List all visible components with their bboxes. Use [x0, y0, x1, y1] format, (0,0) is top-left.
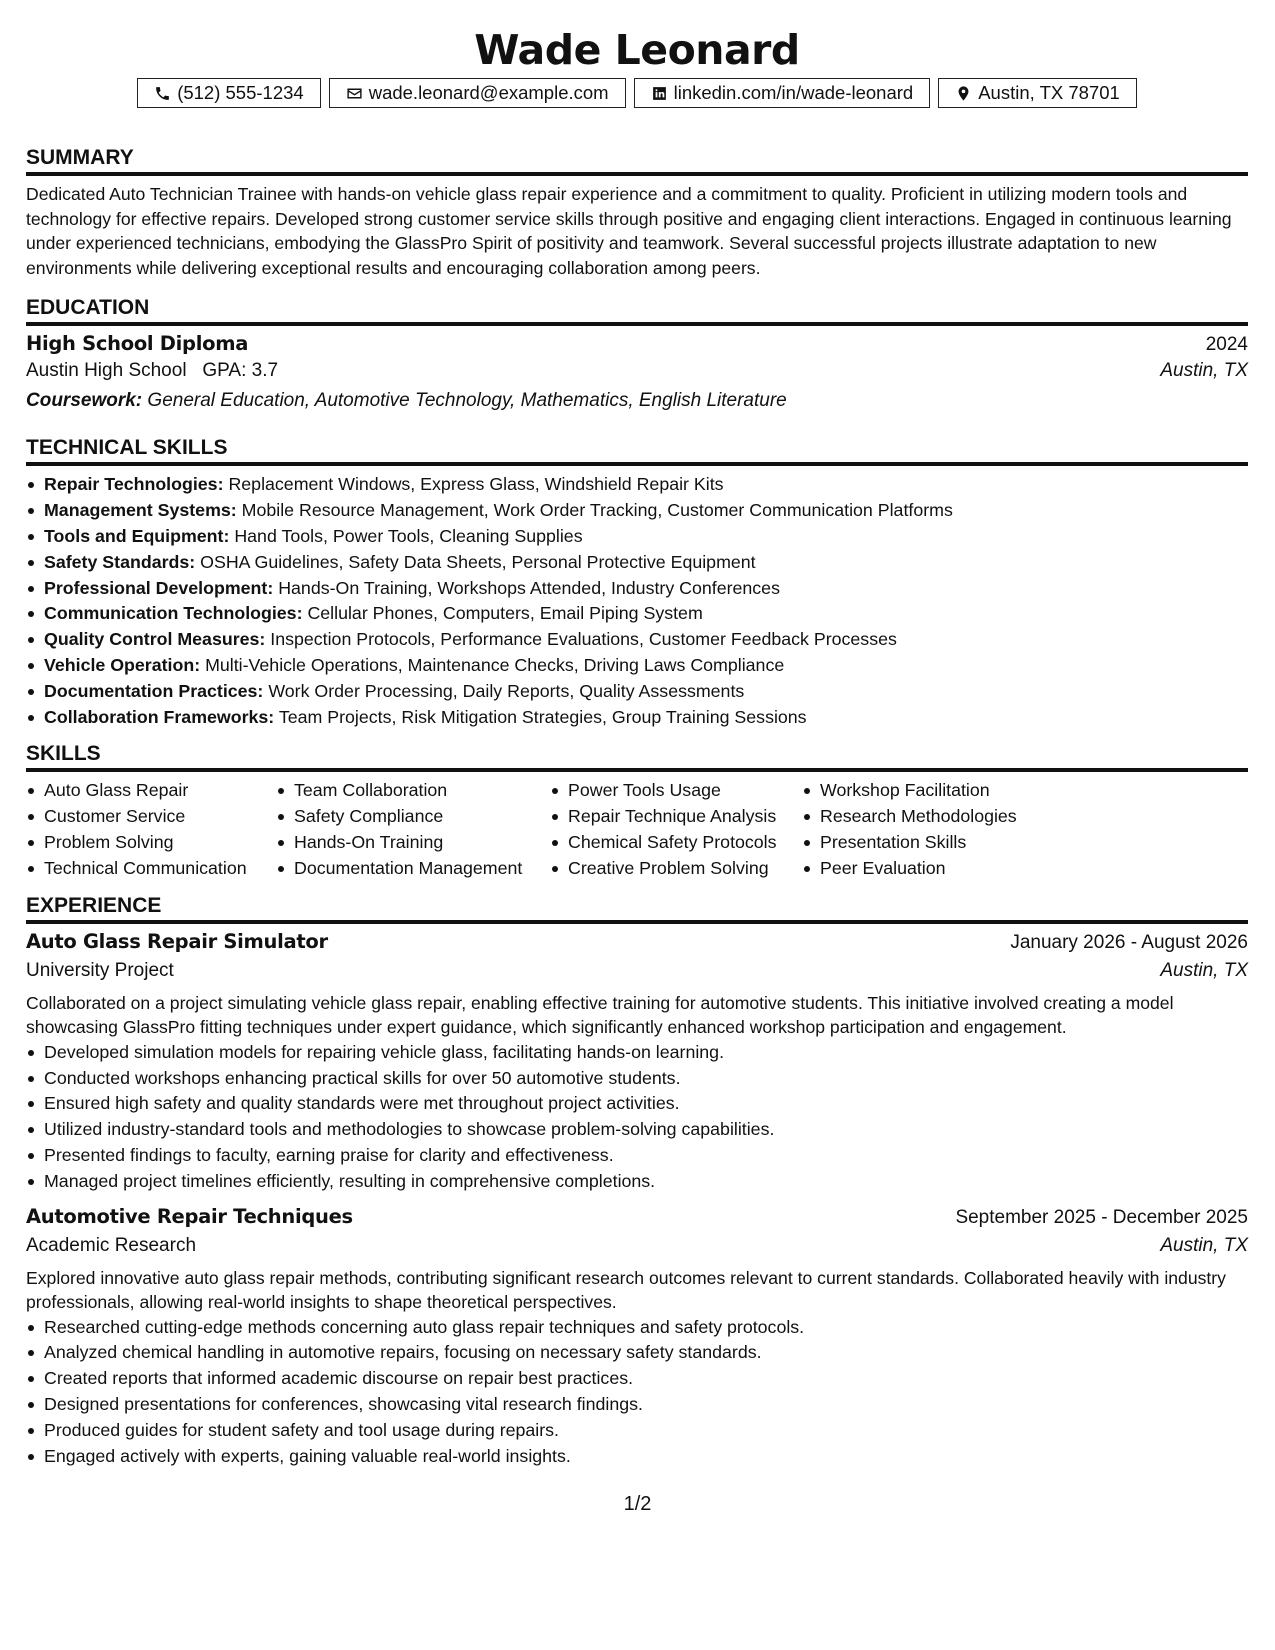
technical-skill-value: Hand Tools, Power Tools, Cleaning Supplies — [234, 525, 583, 546]
coursework-line — [26, 390, 1248, 420]
gpa: GPA: 3.7 — [202, 360, 279, 382]
job-bullet: Researched cutting-edge methods concerning auto glass repair techniques and safety protocols. — [26, 1315, 1248, 1341]
contact-phone-text: (512) 555-1234 — [177, 82, 304, 103]
technical-skills-section — [26, 434, 1248, 730]
contact-location[interactable] — [938, 78, 1137, 108]
contact-email-text: wade.leonard@example.com — [368, 82, 609, 103]
envelope-icon — [346, 85, 363, 102]
resume-page — [26, 0, 1248, 1469]
candidate-name: Wade Leonard — [474, 26, 800, 74]
skill-item: Customer Service — [26, 804, 276, 830]
skill-item: Hands-On Training — [276, 830, 550, 856]
technical-skill-value: Replacement Windows, Express Glass, Windshield Repair Kits — [228, 474, 724, 495]
contact-linkedin[interactable] — [634, 78, 931, 108]
skill-item: Technical Communication — [26, 856, 276, 882]
technical-skill-label: Quality Control Measures: — [44, 629, 266, 650]
coursework-list: General Education, Automotive Technology, Mathematics, English Literature — [147, 390, 787, 412]
technical-skill-label: Professional Development: — [44, 577, 274, 598]
job-bullet: Utilized industry-standard tools and methodologies to showcase problem-solving capabilities. — [26, 1117, 1248, 1143]
section-divider — [26, 172, 1248, 176]
job-bullet: Produced guides for student safety and tool usage during repairs. — [26, 1418, 1248, 1444]
skill-item: Repair Technique Analysis — [550, 804, 802, 830]
education-section — [26, 294, 1248, 420]
contact-location-text: Austin, TX 78701 — [978, 82, 1120, 103]
technical-skill-item — [26, 627, 1248, 653]
technical-skill-value: Cellular Phones, Computers, Email Piping System — [307, 603, 703, 624]
technical-skill-label: Communication Technologies: — [44, 603, 303, 624]
technical-skill-label: Collaboration Frameworks: — [44, 706, 275, 727]
job-bullet: Created reports that informed academic discourse on repair best practices. — [26, 1366, 1248, 1392]
technical-skills-list — [26, 472, 1248, 730]
school-location: Austin, TX — [1160, 360, 1248, 382]
job-organization: Academic Research — [26, 1234, 197, 1256]
contact-email[interactable] — [329, 78, 626, 108]
technical-skill-value: Multi-Vehicle Operations, Maintenance Checks, Driving Laws Compliance — [205, 654, 785, 675]
technical-skill-item — [26, 601, 1248, 627]
technical-skill-value: Hands-On Training, Workshops Attended, Industry Conferences — [278, 577, 780, 598]
technical-skill-label: Tools and Equipment: — [44, 525, 230, 546]
coursework-label: Coursework: — [26, 390, 143, 412]
job-dates: September 2025 - December 2025 — [955, 1206, 1248, 1228]
technical-skill-item — [26, 472, 1248, 498]
skill-item: Chemical Safety Protocols — [550, 830, 802, 856]
job-bullet: Developed simulation models for repairing vehicle glass, facilitating hands-on learning. — [26, 1040, 1248, 1066]
job-location: Austin, TX — [1160, 1234, 1248, 1256]
education-heading: EDUCATION — [26, 296, 150, 320]
degree-title: High School Diploma — [26, 332, 249, 356]
skill-item: Team Collaboration — [276, 778, 550, 804]
job-bullet: Conducted workshops enhancing practical skills for over 50 automotive students. — [26, 1066, 1248, 1092]
skills-column — [276, 778, 550, 881]
job-bullet: Presented findings to faculty, earning praise for clarity and effectiveness. — [26, 1143, 1248, 1169]
technical-skill-label: Safety Standards: — [44, 551, 196, 572]
skills-grid — [26, 778, 1248, 881]
technical-skill-item — [26, 653, 1248, 679]
skills-column — [802, 778, 1062, 881]
job-title: Auto Glass Repair Simulator — [26, 929, 328, 953]
technical-skill-item — [26, 679, 1248, 705]
skill-item: Peer Evaluation — [802, 856, 1062, 882]
job-bullet: Ensured high safety and quality standards were met throughout project activities. — [26, 1091, 1248, 1117]
skill-item: Power Tools Usage — [550, 778, 802, 804]
job-bullet: Managed project timelines efficiently, resulting in comprehensive completions. — [26, 1169, 1248, 1195]
technical-skill-value: Inspection Protocols, Performance Evaluations, Customer Feedback Processes — [270, 629, 897, 650]
map-pin-icon — [955, 85, 972, 102]
technical-skill-label: Vehicle Operation: — [44, 654, 201, 675]
job-entry — [26, 930, 1248, 1195]
graduation-year: 2024 — [1205, 334, 1248, 356]
summary-section — [26, 144, 1248, 280]
technical-skill-value: OSHA Guidelines, Safety Data Sheets, Personal Protective Equipment — [200, 551, 756, 572]
technical-skills-heading: TECHNICAL SKILLS — [26, 436, 228, 460]
linkedin-icon — [651, 85, 668, 102]
skill-item: Problem Solving — [26, 830, 276, 856]
job-bullet: Analyzed chemical handling in automotive repairs, focusing on necessary safety standards. — [26, 1340, 1248, 1366]
job-description: Collaborated on a project simulating vehicle glass repair, enabling effective training for automotive students. This initiative involved creating a model showcasing GlassPro fitting techniques under expert guidance, which significantly enhanced workshop participation and engagement. — [26, 992, 1174, 1038]
technical-skill-item — [26, 576, 1248, 602]
technical-skill-value: Mobile Resource Management, Work Order Tracking, Customer Communication Platforms — [241, 500, 953, 521]
job-entry — [26, 1205, 1248, 1470]
skill-item: Workshop Facilitation — [802, 778, 1062, 804]
job-organization: University Project — [26, 959, 174, 981]
experience-heading: EXPERIENCE — [26, 893, 162, 917]
job-description: Explored innovative auto glass repair methods, contributing significant research outcomes relevant to current standards. Collaborated heavily with industry professionals, allowing real-world insights to shape theoretical perspectives. — [26, 1267, 1226, 1313]
page-number: 1/2 — [623, 1493, 652, 1515]
skill-item: Research Methodologies — [802, 804, 1062, 830]
job-bullets — [26, 1040, 1248, 1195]
technical-skill-item — [26, 498, 1248, 524]
technical-skill-label: Documentation Practices: — [44, 680, 264, 701]
section-divider — [26, 768, 1248, 772]
skill-item: Auto Glass Repair — [26, 778, 276, 804]
skills-section — [26, 740, 1248, 881]
section-divider — [26, 322, 1248, 326]
school-line — [26, 360, 278, 382]
technical-skill-label: Management Systems: — [44, 500, 237, 521]
section-divider — [26, 462, 1248, 466]
experience-section — [26, 892, 1248, 1470]
skill-item: Safety Compliance — [276, 804, 550, 830]
job-bullet: Engaged actively with experts, gaining valuable real-world insights. — [26, 1444, 1248, 1470]
school-name: Austin High School — [26, 360, 187, 382]
phone-icon — [154, 85, 171, 102]
job-dates: January 2026 - August 2026 — [1010, 931, 1248, 953]
skill-item: Documentation Management — [276, 856, 550, 882]
skills-column — [550, 778, 802, 881]
technical-skill-label: Repair Technologies: — [44, 474, 224, 495]
contact-linkedin-text: linkedin.com/in/wade-leonard — [673, 82, 914, 103]
section-divider — [26, 920, 1248, 924]
technical-skill-value: Team Projects, Risk Mitigation Strategies, Group Training Sessions — [278, 706, 807, 727]
job-title: Automotive Repair Techniques — [26, 1204, 353, 1228]
skills-column — [26, 778, 276, 881]
contact-bar — [26, 78, 1248, 108]
technical-skill-item — [26, 524, 1248, 550]
skill-item: Creative Problem Solving — [550, 856, 802, 882]
summary-heading: SUMMARY — [26, 146, 134, 169]
summary-text: Dedicated Auto Technician Trainee with hands-on vehicle glass repair experience and a commitment to quality. Proficient in utilizing modern tools and technology for effective repairs. Developed strong customer service skills through positive and engaging client interactions. Engaged in continuous learning under experienced technicians, embodying the GlassPro Spirit of positivity and teamwork. Several successful projects illustrate adaptation to new environments while delivering exceptional results and encouraging collaboration among peers. — [26, 184, 1232, 278]
technical-skill-item — [26, 705, 1248, 731]
job-bullets — [26, 1315, 1248, 1470]
skill-item: Presentation Skills — [802, 830, 1062, 856]
contact-phone[interactable] — [137, 78, 321, 108]
technical-skill-item — [26, 550, 1248, 576]
skills-heading: SKILLS — [26, 742, 101, 766]
job-bullet: Designed presentations for conferences, showcasing vital research findings. — [26, 1392, 1248, 1418]
job-location: Austin, TX — [1160, 959, 1248, 981]
technical-skill-value: Work Order Processing, Daily Reports, Quality Assessments — [268, 680, 745, 701]
